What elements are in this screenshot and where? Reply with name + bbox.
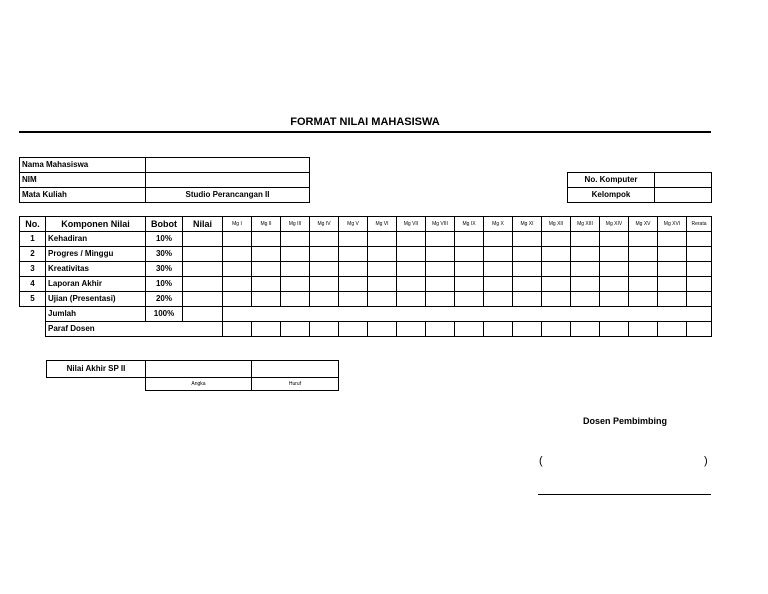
- week-cell[interactable]: [339, 247, 368, 262]
- total-weight: 100%: [146, 307, 183, 322]
- signature-cell[interactable]: [571, 322, 600, 337]
- week-cell[interactable]: [397, 247, 426, 262]
- week-cell[interactable]: [542, 277, 571, 292]
- header-no: No.: [20, 217, 46, 232]
- header-week-6: Mg VI: [368, 217, 397, 232]
- week-cell[interactable]: [455, 277, 484, 292]
- header-week-8: Mg VIII: [426, 217, 455, 232]
- supervisor-close-paren: ): [704, 455, 708, 467]
- row-no: 1: [20, 232, 46, 247]
- week-cell[interactable]: [571, 292, 600, 307]
- grade-row: [20, 247, 712, 262]
- week-cell[interactable]: [542, 292, 571, 307]
- course-label: Mata Kuliah: [20, 188, 146, 203]
- week-cell[interactable]: [513, 262, 542, 277]
- header-week-7: Mg VII: [397, 217, 426, 232]
- week-cell[interactable]: [629, 247, 658, 262]
- number-label: Angka: [146, 378, 252, 391]
- week-cell[interactable]: [571, 232, 600, 247]
- title-underline: [19, 131, 711, 133]
- signature-cell[interactable]: [687, 322, 712, 337]
- grade-row: [20, 292, 712, 307]
- week-cell[interactable]: [455, 232, 484, 247]
- header-week-15: Mg XV: [629, 217, 658, 232]
- signature-cell[interactable]: [339, 322, 368, 337]
- week-cell[interactable]: [281, 262, 310, 277]
- week-cell[interactable]: [455, 292, 484, 307]
- signature-line: [538, 494, 711, 495]
- signature-row: [20, 322, 712, 337]
- signature-cell[interactable]: [281, 322, 310, 337]
- week-cell[interactable]: [484, 232, 513, 247]
- final-grade-spacer: [47, 378, 146, 391]
- week-cell[interactable]: [223, 247, 252, 262]
- row-no: 3: [20, 262, 46, 277]
- week-cell[interactable]: [310, 277, 339, 292]
- nim-label: NIM: [20, 173, 146, 188]
- week-cell[interactable]: [629, 277, 658, 292]
- computer-label: No. Komputer: [568, 173, 655, 188]
- header-week-10: Mg X: [484, 217, 513, 232]
- week-cell[interactable]: [281, 232, 310, 247]
- week-cell[interactable]: [252, 247, 281, 262]
- week-cell[interactable]: [281, 292, 310, 307]
- week-cell[interactable]: [426, 232, 455, 247]
- row-component: Laporan Akhir: [46, 277, 146, 292]
- week-cell[interactable]: [426, 277, 455, 292]
- final-grade-number-field[interactable]: [146, 361, 252, 378]
- row-no: 2: [20, 247, 46, 262]
- final-grade-table: [46, 360, 339, 391]
- week-cell[interactable]: [600, 247, 629, 262]
- signature-cell[interactable]: [252, 322, 281, 337]
- student-info-table: [19, 157, 310, 203]
- score-cell[interactable]: [183, 247, 223, 262]
- row-weight: 30%: [146, 247, 183, 262]
- row-component: Kehadiran: [46, 232, 146, 247]
- signature-cell[interactable]: [223, 322, 252, 337]
- week-cell[interactable]: [368, 262, 397, 277]
- computer-info-table: [567, 172, 712, 203]
- score-cell[interactable]: [183, 277, 223, 292]
- total-row: [20, 307, 712, 322]
- row-weight: 10%: [146, 232, 183, 247]
- week-cell[interactable]: [368, 247, 397, 262]
- signature-cell[interactable]: [310, 322, 339, 337]
- total-score-cell[interactable]: [183, 307, 223, 322]
- week-cell[interactable]: [426, 247, 455, 262]
- header-week-13: Mg XIII: [571, 217, 600, 232]
- week-cell[interactable]: [426, 292, 455, 307]
- week-cell[interactable]: [252, 232, 281, 247]
- week-cell[interactable]: [397, 292, 426, 307]
- week-cell[interactable]: [571, 262, 600, 277]
- week-cell[interactable]: [658, 262, 687, 277]
- week-cell[interactable]: [426, 262, 455, 277]
- header-week-2: Mg II: [252, 217, 281, 232]
- week-cell[interactable]: [484, 247, 513, 262]
- group-field[interactable]: [655, 188, 712, 203]
- week-cell[interactable]: [310, 292, 339, 307]
- row-component: Kreativitas: [46, 262, 146, 277]
- computer-field[interactable]: [655, 173, 712, 188]
- week-cell[interactable]: [339, 292, 368, 307]
- week-cell[interactable]: [252, 277, 281, 292]
- header-week-12: Mg XII: [542, 217, 571, 232]
- header-week-16: Mg XVI: [658, 217, 687, 232]
- header-score: Nilai: [183, 217, 223, 232]
- average-cell[interactable]: [687, 262, 712, 277]
- letter-label: Huruf: [252, 378, 339, 391]
- week-cell[interactable]: [484, 262, 513, 277]
- week-cell[interactable]: [310, 262, 339, 277]
- week-cell[interactable]: [484, 292, 513, 307]
- week-cell[interactable]: [658, 232, 687, 247]
- average-cell[interactable]: [687, 277, 712, 292]
- week-cell[interactable]: [600, 262, 629, 277]
- week-cell[interactable]: [368, 232, 397, 247]
- signature-spacer: [20, 322, 46, 337]
- header-weight: Bobot: [146, 217, 183, 232]
- week-cell[interactable]: [484, 277, 513, 292]
- week-cell[interactable]: [658, 247, 687, 262]
- week-cell[interactable]: [397, 262, 426, 277]
- signature-cell[interactable]: [600, 322, 629, 337]
- total-spacer: [20, 307, 46, 322]
- header-week-9: Mg IX: [455, 217, 484, 232]
- score-cell[interactable]: [183, 262, 223, 277]
- week-cell[interactable]: [513, 247, 542, 262]
- total-label: Jumlah: [46, 307, 146, 322]
- name-label: Nama Mahasiswa: [20, 158, 146, 173]
- average-cell[interactable]: [687, 247, 712, 262]
- week-cell[interactable]: [455, 262, 484, 277]
- score-cell[interactable]: [183, 292, 223, 307]
- week-cell[interactable]: [658, 277, 687, 292]
- average-cell[interactable]: [687, 292, 712, 307]
- week-cell[interactable]: [397, 277, 426, 292]
- week-cell[interactable]: [281, 277, 310, 292]
- signature-cell[interactable]: [542, 322, 571, 337]
- group-label: Kelompok: [568, 188, 655, 203]
- week-cell[interactable]: [600, 232, 629, 247]
- nim-field[interactable]: [146, 173, 310, 188]
- signature-cell[interactable]: [426, 322, 455, 337]
- page-title: FORMAT NILAI MAHASISWA: [290, 116, 440, 128]
- week-cell[interactable]: [339, 262, 368, 277]
- grade-header-row: [20, 217, 712, 232]
- row-weight: 20%: [146, 292, 183, 307]
- week-cell[interactable]: [397, 232, 426, 247]
- row-component: Progres / Minggu: [46, 247, 146, 262]
- signature-cell[interactable]: [629, 322, 658, 337]
- week-cell[interactable]: [513, 232, 542, 247]
- signature-cell[interactable]: [397, 322, 426, 337]
- week-cell[interactable]: [658, 292, 687, 307]
- header-week-1: Mg I: [223, 217, 252, 232]
- week-cell[interactable]: [339, 232, 368, 247]
- row-component: Ujian (Presentasi): [46, 292, 146, 307]
- signature-cell[interactable]: [455, 322, 484, 337]
- week-cell[interactable]: [600, 277, 629, 292]
- grade-row: [20, 232, 712, 247]
- week-cell[interactable]: [455, 247, 484, 262]
- week-cell[interactable]: [310, 232, 339, 247]
- header-week-14: Mg XIV: [600, 217, 629, 232]
- total-week-cell[interactable]: [223, 307, 712, 322]
- week-cell[interactable]: [223, 292, 252, 307]
- final-grade-label: Nilai Akhir SP II: [47, 361, 146, 378]
- signature-cell[interactable]: [368, 322, 397, 337]
- week-cell[interactable]: [223, 232, 252, 247]
- week-cell[interactable]: [542, 232, 571, 247]
- week-cell[interactable]: [368, 277, 397, 292]
- week-cell[interactable]: [252, 262, 281, 277]
- supervisor-label: Dosen Pembimbing: [582, 416, 667, 426]
- week-cell[interactable]: [339, 277, 368, 292]
- week-cell[interactable]: [542, 262, 571, 277]
- name-field[interactable]: [146, 158, 310, 173]
- final-grade-letter-field[interactable]: [252, 361, 339, 378]
- week-cell[interactable]: [223, 277, 252, 292]
- score-cell[interactable]: [183, 232, 223, 247]
- grade-row: [20, 277, 712, 292]
- week-cell[interactable]: [571, 277, 600, 292]
- course-field: Studio Perancangan II: [146, 188, 310, 203]
- week-cell[interactable]: [513, 292, 542, 307]
- header-week-11: Mg XI: [513, 217, 542, 232]
- week-cell[interactable]: [600, 292, 629, 307]
- header-component: Komponen Nilai: [46, 217, 146, 232]
- supervisor-open-paren: (: [539, 455, 543, 467]
- week-cell[interactable]: [252, 292, 281, 307]
- signature-cell[interactable]: [658, 322, 687, 337]
- header-week-4: Mg IV: [310, 217, 339, 232]
- grade-row: [20, 262, 712, 277]
- row-no: 5: [20, 292, 46, 307]
- grade-table: [19, 216, 712, 337]
- row-no: 4: [20, 277, 46, 292]
- header-week-3: Mg III: [281, 217, 310, 232]
- week-cell[interactable]: [629, 262, 658, 277]
- week-cell[interactable]: [281, 247, 310, 262]
- week-cell[interactable]: [542, 247, 571, 262]
- signature-cell[interactable]: [513, 322, 542, 337]
- week-cell[interactable]: [629, 232, 658, 247]
- week-cell[interactable]: [368, 292, 397, 307]
- week-cell[interactable]: [223, 262, 252, 277]
- average-cell[interactable]: [687, 232, 712, 247]
- row-weight: 30%: [146, 262, 183, 277]
- week-cell[interactable]: [629, 292, 658, 307]
- row-weight: 10%: [146, 277, 183, 292]
- header-week-5: Mg V: [339, 217, 368, 232]
- signature-cell[interactable]: [484, 322, 513, 337]
- week-cell[interactable]: [571, 247, 600, 262]
- signature-label: Paraf Dosen: [46, 322, 223, 337]
- week-cell[interactable]: [513, 277, 542, 292]
- week-cell[interactable]: [310, 247, 339, 262]
- header-average: Rerata: [687, 217, 712, 232]
